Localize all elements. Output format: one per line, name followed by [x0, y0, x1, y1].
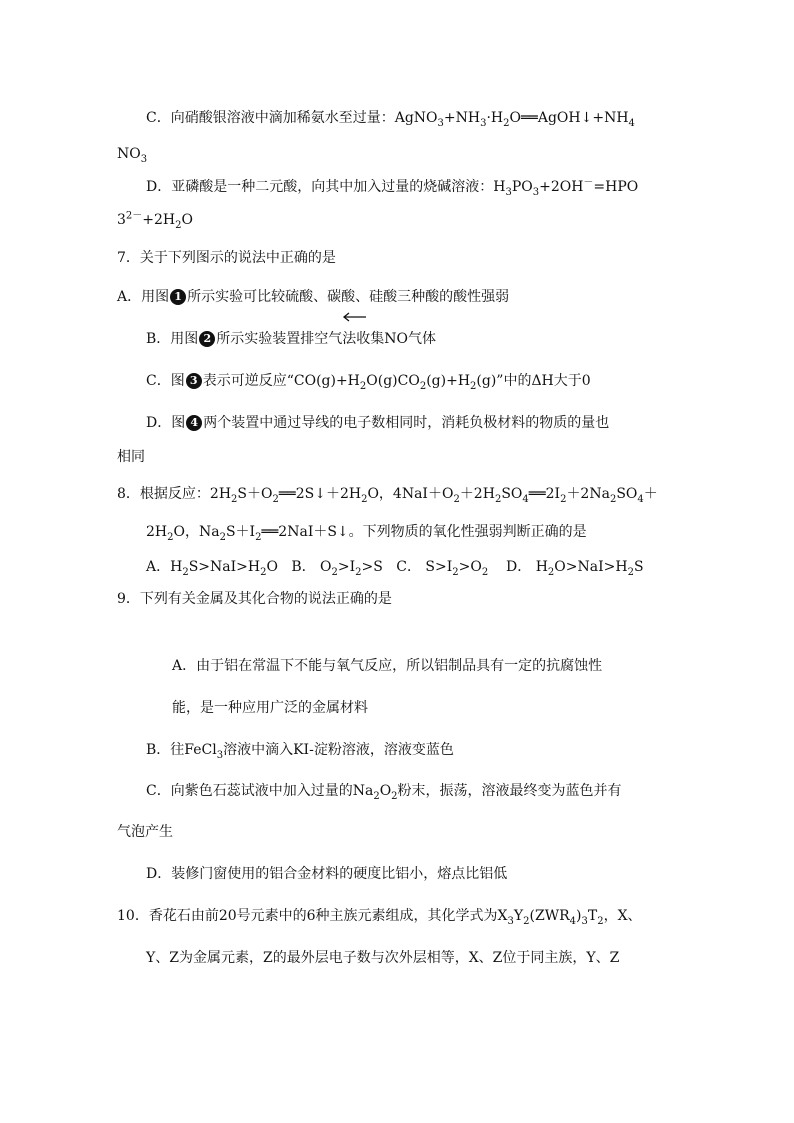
q8-option-c: C． $S>I_2>O_2$ [396, 559, 489, 578]
q8-option-b: B． $O_2>I_2>S$ [291, 559, 383, 578]
q7-option-c: C．图 3 表示可逆反应“$CO(g)+H_2O(g)CO_2(g)+H_2(g)$”中的ΔH大于0 [146, 373, 591, 392]
q6-option-c-line2: $NO_3$ [117, 146, 148, 165]
q6-option-d-line2: $3^{2-}+2H_2O$ [117, 210, 194, 231]
circled-number-3: 3 [186, 373, 202, 389]
q6-option-c-line1: C．向硝酸银溶液中滴加稀氨水至过量：$AgNO_3+NH_3\cdot H_2O══AgOH↓+NH_4$ [146, 110, 635, 129]
circled-number-1: 1 [170, 289, 186, 305]
q9-option-a-line1: A．由于铝在常温下不能与氧气反应，所以铝制品具有一定的抗腐蚀性 [172, 658, 603, 674]
q8-option-a: A．$H_2S>NaI>H_2O$ [146, 559, 278, 578]
q7-option-d-continued: 相同 [117, 449, 145, 465]
q7-option-a: A．用图 1 所示实验可比较硫酸、碳酸、硅酸三种酸的酸性强弱 [117, 289, 510, 305]
q8-stem-line1: 8．根据反应：$2H_2S+O_2══2S↓+2H_2O$，$4NaI+O_2+2H_2SO_4══2I_2+2Na_2SO_4+$ [117, 486, 658, 505]
q9-option-c-continued: 气泡产生 [117, 824, 173, 840]
q10-stem-line1: 10．香花石由前20号元素中的6种主族元素组成，其化学式为$X_3Y_2(ZWR_4)_3T_2$，X、 [117, 908, 642, 927]
q7-option-d: D．图 4 两个装置中通过导线的电子数相同时，消耗负极材料的物质的量也 [146, 415, 610, 431]
circled-number-4: 4 [186, 415, 202, 431]
q10-stem-line2: Y、Z为金属元素，Z的最外层电子数与次外层相等，X、Z位于同主族，Y、Z [146, 950, 620, 966]
left-arrow-icon [342, 311, 366, 323]
circled-number-2: 2 [199, 331, 215, 347]
q9-option-b: B．往FeCl$_3$溶液中滴入KI-淀粉溶液，溶液变蓝色 [146, 742, 454, 761]
q8-option-d: D． $H_2O>NaI>H_2S$ [506, 559, 644, 578]
q9-option-d: D．装修门窗使用的铝合金材料的硬度比铝小，熔点比铝低 [146, 866, 508, 882]
q9-option-c: C．向紫色石蕊试液中加入过量的$Na_2O_2$粉末，振荡，溶液最终变为蓝色并有 [146, 783, 622, 802]
q7-option-b: B．用图 2 所示实验装置排空气法收集NO气体 [146, 331, 437, 347]
q7-stem: 7．关于下列图示的说法中正确的是 [117, 250, 336, 266]
q8-options [146, 557, 644, 577]
q6-option-d-line1: D．亚磷酸是一种二元酸，向其中加入过量的烧碱溶液：$H_3PO_3+2OH^-=HPO$ [146, 177, 639, 198]
q9-option-a-line2: 能，是一种应用广泛的金属材料 [172, 700, 368, 716]
q8-stem-line2: $2H_2O$，$Na_2S+I_2══2NaI+S↓$。下列物质的氧化性强弱判断正确的是 [146, 524, 587, 543]
q9-stem: 9．下列有关金属及其化合物的说法正确的是 [117, 591, 392, 607]
